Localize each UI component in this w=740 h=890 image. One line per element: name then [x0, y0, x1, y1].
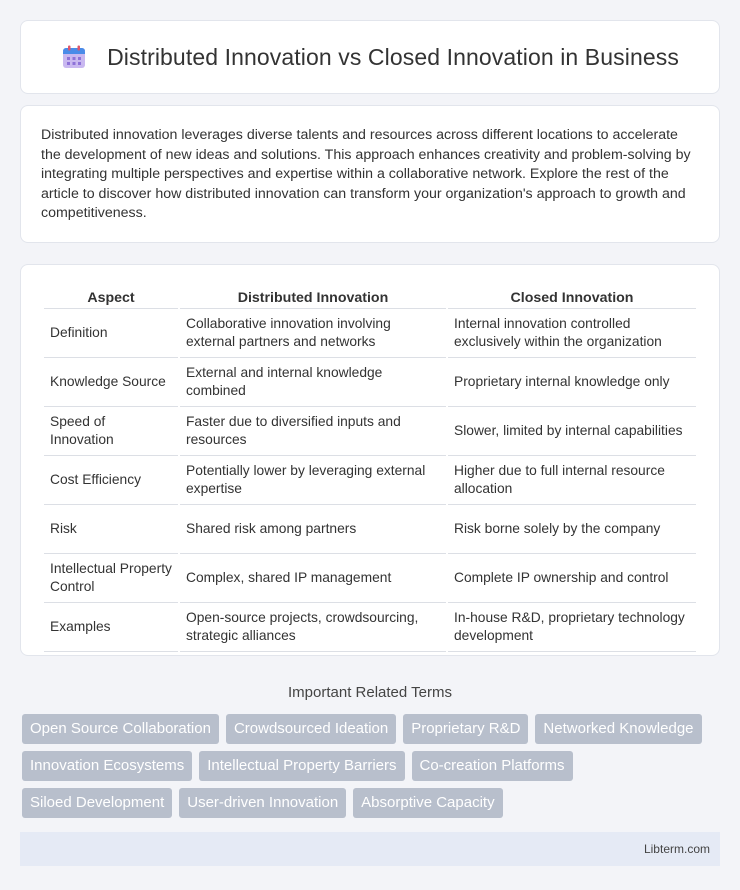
intro-section	[20, 105, 720, 243]
cell-aspect: Risk	[44, 505, 178, 554]
related-term-tag[interactable]: Intellectual Property Barriers	[199, 751, 404, 781]
footer-brand[interactable]: Libterm.com	[643, 842, 710, 856]
related-term-tag[interactable]: Absorptive Capacity	[353, 788, 502, 818]
cell-closed: Internal innovation controlled exclusively within the organization	[448, 309, 696, 358]
cell-closed: Higher due to full internal resource allocation	[448, 456, 696, 505]
related-term-tag[interactable]: Proprietary R&D	[403, 714, 528, 744]
table-row	[44, 505, 696, 554]
cell-aspect: Definition	[44, 309, 178, 358]
related-terms-list	[22, 714, 720, 818]
table-row	[44, 456, 696, 505]
header-distributed: Distributed Innovation	[180, 287, 446, 309]
cell-aspect: Examples	[44, 603, 178, 652]
page-title: Distributed Innovation vs Closed Innovation in Business	[107, 43, 679, 70]
table-row	[44, 309, 696, 358]
cell-distributed: Complex, shared IP management	[180, 554, 446, 603]
table-row	[44, 554, 696, 603]
related-term-tag[interactable]: Open Source Collaboration	[22, 714, 219, 744]
table-row	[44, 603, 696, 652]
table-row	[44, 358, 696, 407]
related-term-tag[interactable]: Innovation Ecosystems	[22, 751, 192, 781]
table-header-row	[44, 287, 696, 309]
cell-closed: Complete IP ownership and control	[448, 554, 696, 603]
header-aspect: Aspect	[44, 287, 178, 309]
comparison-table-card	[20, 264, 720, 656]
related-term-tag[interactable]: Crowdsourced Ideation	[226, 714, 396, 744]
related-terms-title: Important Related Terms	[288, 684, 452, 701]
cell-closed: In-house R&D, proprietary technology development	[448, 603, 696, 652]
cell-aspect: Knowledge Source	[44, 358, 178, 407]
cell-distributed: Open-source projects, crowdsourcing, strategic alliances	[180, 603, 446, 652]
related-term-tag[interactable]: Siloed Development	[22, 788, 172, 818]
cell-distributed: External and internal knowledge combined	[180, 358, 446, 407]
comparison-table	[42, 287, 698, 652]
cell-aspect: Intellectual Property Control	[44, 554, 178, 603]
intro-text: Distributed innovation leverages diverse talents and resources across different locations to accelerate the development of new ideas and solutions. This approach enhances creativity and problem-solving by integrating multiple perspectives and expertise within a collaborative network. Explore the rest of the article to discover how distributed innovation can transform your organization's approach to growth and competitiveness.	[41, 127, 691, 221]
table-row	[44, 407, 696, 456]
cell-aspect: Cost Efficiency	[44, 456, 178, 505]
cell-aspect: Speed of Innovation	[44, 407, 178, 456]
cell-distributed: Faster due to diversified inputs and resources	[180, 407, 446, 456]
cell-distributed: Potentially lower by leveraging external expertise	[180, 456, 446, 505]
cell-closed: Proprietary internal knowledge only	[448, 358, 696, 407]
related-term-tag[interactable]: Co-creation Platforms	[412, 751, 573, 781]
related-term-tag[interactable]: User-driven Innovation	[179, 788, 346, 818]
cell-closed: Risk borne solely by the company	[448, 505, 696, 554]
related-term-tag[interactable]: Networked Knowledge	[535, 714, 701, 744]
cell-closed: Slower, limited by internal capabilities	[448, 407, 696, 456]
header-closed: Closed Innovation	[448, 287, 696, 309]
cell-distributed: Collaborative innovation involving external partners and networks	[180, 309, 446, 358]
footer	[20, 832, 720, 866]
cell-distributed: Shared risk among partners	[180, 505, 446, 554]
page-header	[20, 20, 720, 94]
calendar-icon	[61, 44, 87, 70]
